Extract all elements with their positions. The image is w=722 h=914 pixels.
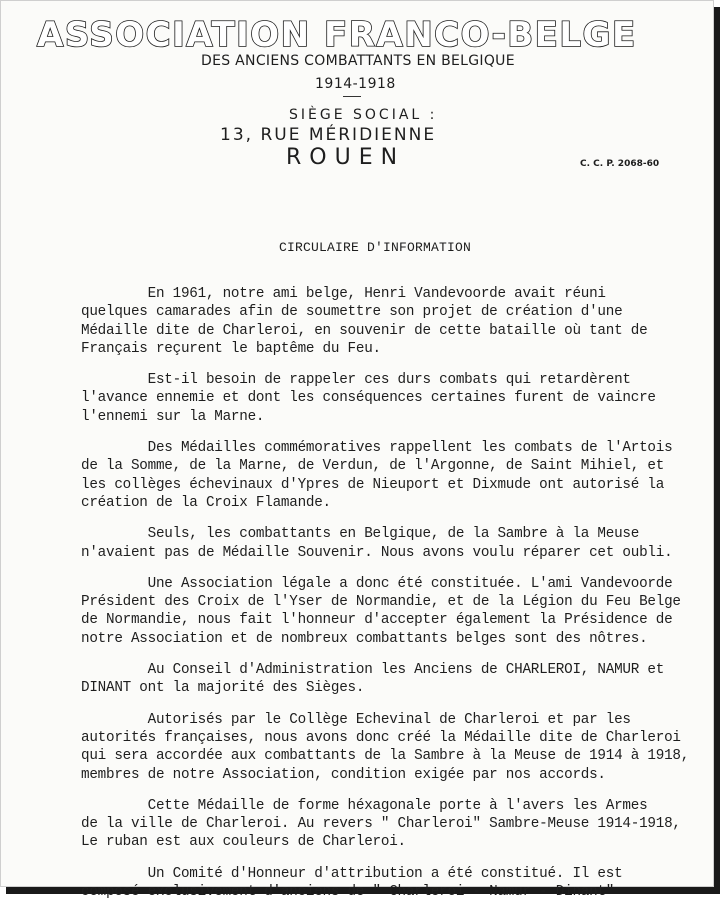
text-line: Des Médailles commémoratives rappellent les combats de l'Artois	[81, 440, 673, 457]
text-line: Président des Croix de l'Yser de Normandie, et de la Légion du Feu Belge	[81, 594, 681, 611]
text-line: n'avaient pas de Médaille Souvenir. Nous avons voulu réparer cet oubli.	[81, 544, 673, 561]
text-line: de Normandie, nous fait l'honneur d'accepter également la Présidence de	[81, 612, 673, 629]
paragraph	[81, 661, 701, 698]
text-line: quelques camarades afin de soumettre son projet de création d'une	[81, 304, 623, 321]
text-line: qui sera accordée aux combattants de la Sambre à la Meuse de 1914 à 1918,	[81, 748, 690, 765]
text-line: DINANT ont la majorité des Sièges.	[81, 680, 365, 697]
text-line: Le ruban est aux couleurs de Charleroi.	[81, 834, 406, 851]
text-line: de la Somme, de la Marne, de Verdun, de l'Argonne, de Saint Mihiel, et	[81, 458, 665, 475]
paragraph	[81, 371, 701, 426]
paragraph	[81, 285, 701, 358]
text-line: Médaille dite de Charleroi, en souvenir de cette bataille où tant de	[81, 322, 648, 339]
letterhead-divider	[343, 96, 361, 97]
text-line: notre Association et de nombreux combattants belges sont des nôtres.	[81, 630, 648, 647]
letterhead-title: ASSOCIATION FRANCO-BELGE	[37, 15, 637, 55]
text-line: Autorisés par le Collège Echevinal de Charleroi et par les	[81, 711, 631, 728]
letterhead-city: ROUEN	[286, 145, 406, 170]
text-line: de la ville de Charleroi. Au revers " Charleroi" Sambre-Meuse 1914-1918,	[81, 816, 681, 833]
document-body	[81, 285, 701, 914]
letterhead-address: 13, RUE MÉRIDIENNE	[220, 125, 437, 145]
paragraph	[81, 525, 701, 562]
text-line: les collèges échevinaux d'Ypres de Nieuport et Dixmude ont autorisé la	[81, 476, 665, 493]
text-line: Français reçurent le baptême du Feu.	[81, 340, 381, 357]
paragraph	[81, 575, 701, 648]
paragraph	[81, 865, 701, 902]
letterhead-years: 1914-1918	[315, 76, 396, 92]
circular-letter	[1, 1, 713, 901]
letterhead-subtitle: DES ANCIENS COMBATTANTS EN BELGIQUE	[201, 53, 515, 69]
paragraph	[81, 711, 701, 784]
text-line: création de la Croix Flamande.	[81, 494, 331, 511]
text-line: composé exclusivement d'anciens de " Charleroi - Namur - Dinant"	[81, 884, 615, 901]
text-line: l'avance ennemie et dont les conséquences certaines furent de vaincre	[81, 390, 656, 407]
ccp-number: C. C. P. 2068-60	[580, 159, 660, 169]
paragraph	[81, 797, 701, 852]
text-line: Seuls, les combattants en Belgique, de la Sambre à la Meuse	[81, 526, 640, 543]
text-line: Est-il besoin de rappeler ces durs combats qui retardèrent	[81, 372, 631, 389]
paragraph	[81, 439, 701, 512]
text-line: membres de notre Association, condition exigée par nos accords.	[81, 766, 606, 783]
siege-social-label: SIÈGE SOCIAL :	[289, 107, 438, 123]
document-heading: CIRCULAIRE D'INFORMATION	[279, 240, 472, 255]
text-line: autorités françaises, nous avons donc créé la Médaille dite de Charleroi	[81, 729, 681, 746]
text-line: Cette Médaille de forme héxagonale porte à l'avers les Armes	[81, 797, 648, 814]
text-line: Une Association légale a donc été constituée. L'ami Vandevoorde	[81, 575, 673, 592]
text-line: Un Comité d'Honneur d'attribution a été constitué. Il est	[81, 865, 623, 882]
text-line: En 1961, notre ami belge, Henri Vandevoorde avait réuni	[81, 286, 606, 302]
text-line: l'ennemi sur la Marne.	[81, 408, 265, 425]
text-line: Au Conseil d'Administration les Anciens de CHARLEROI, NAMUR et	[81, 662, 665, 679]
